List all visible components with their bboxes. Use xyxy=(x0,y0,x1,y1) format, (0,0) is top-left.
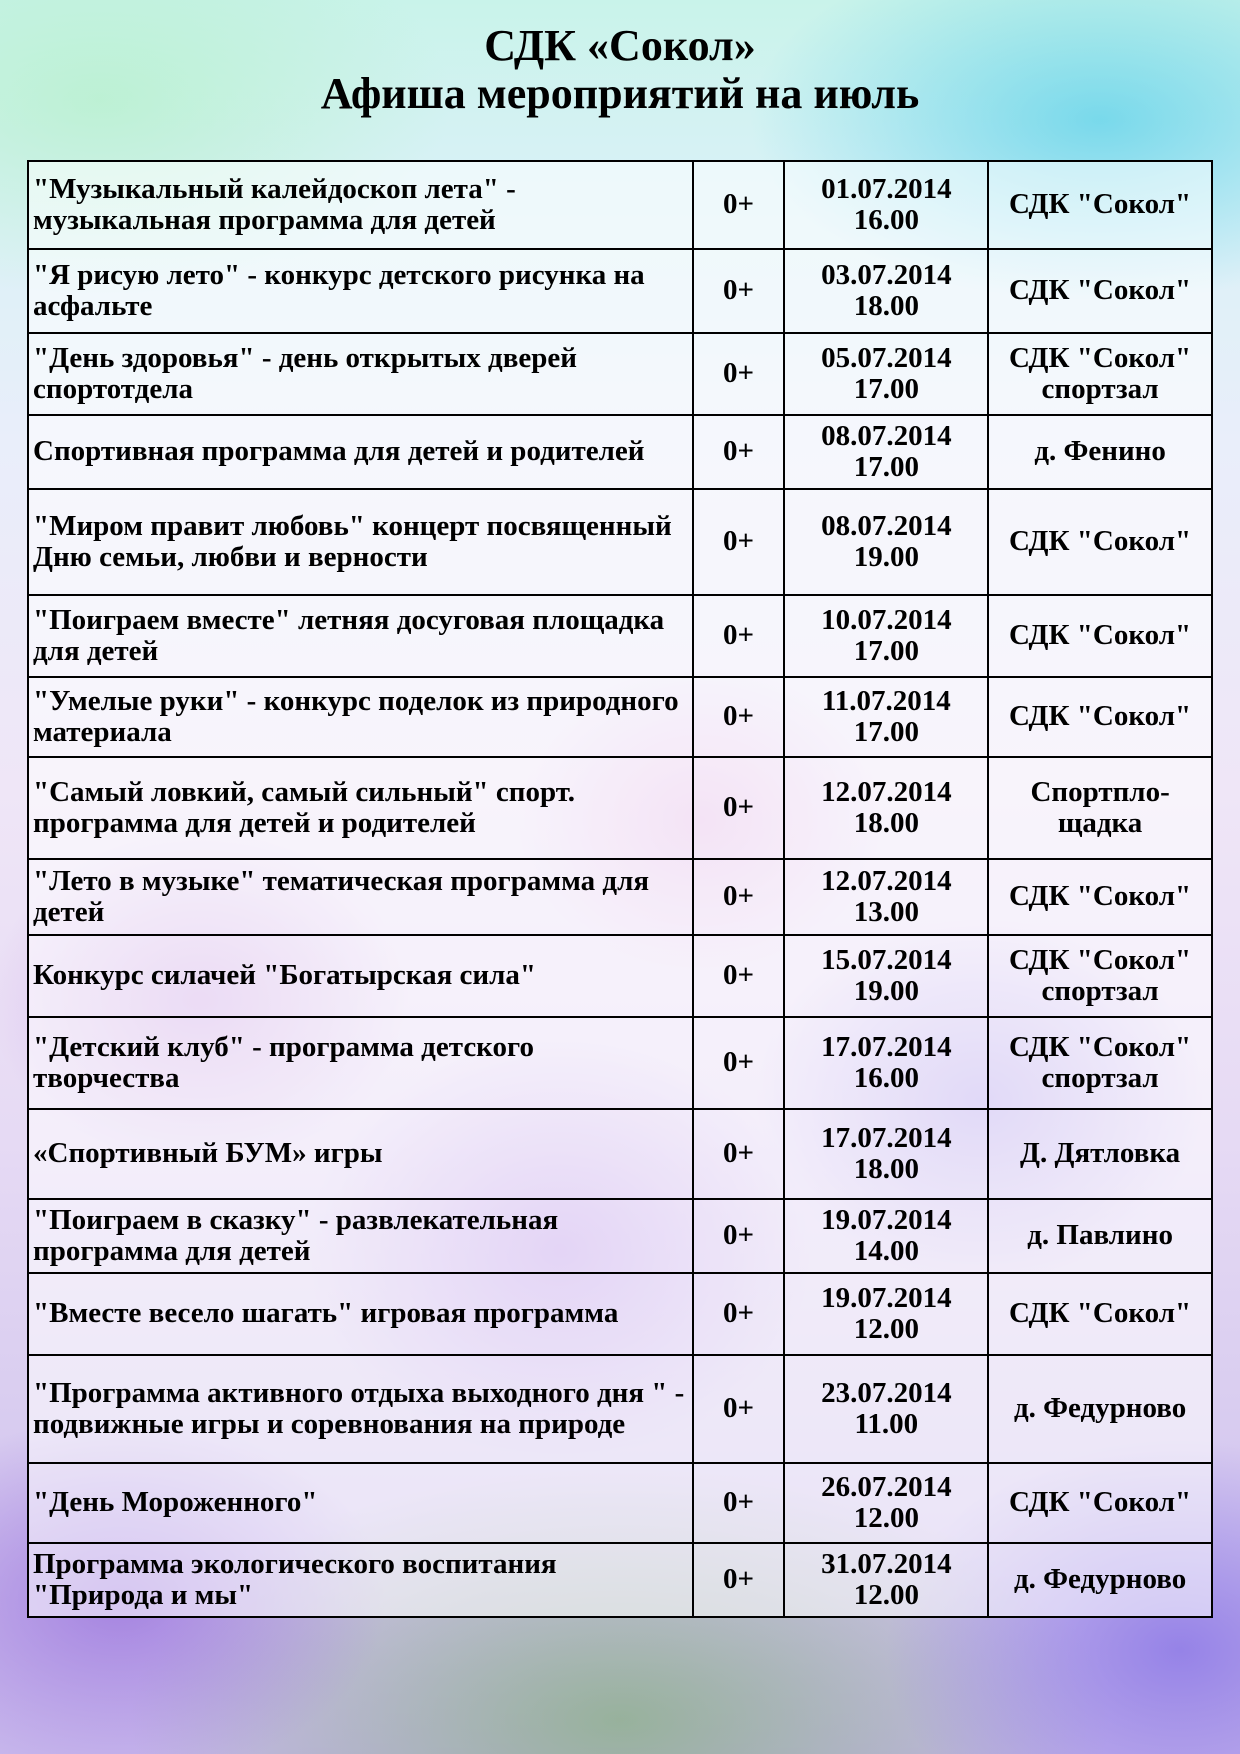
venue-cell xyxy=(988,677,1212,757)
venue-cell xyxy=(988,489,1212,595)
event-name-cell: "Лето в музыке" тематическая программа для детей xyxy=(28,859,693,935)
table-row xyxy=(28,757,1212,859)
venue-cell xyxy=(988,249,1212,333)
venue-cell xyxy=(988,161,1212,249)
venue-name: СДК "Сокол" xyxy=(1009,188,1192,221)
venue-cell xyxy=(988,1273,1212,1355)
venue-cell xyxy=(988,757,1212,859)
venue-cell xyxy=(988,595,1212,677)
event-date: 17.07.2014 xyxy=(821,1121,952,1154)
venue-name: Спортпло- xyxy=(1030,775,1170,808)
age-rating-cell: 0+ xyxy=(693,333,785,415)
date-time-cell xyxy=(784,1543,988,1617)
venue-name: СДК "Сокол" xyxy=(1009,1030,1192,1063)
date-time-cell xyxy=(784,1463,988,1543)
venue-cell xyxy=(988,333,1212,415)
venue-cell xyxy=(988,415,1212,489)
table-row xyxy=(28,1463,1212,1543)
event-name-cell: Спортивная программа для детей и родителей xyxy=(28,415,693,489)
venue-name: СДК "Сокол" xyxy=(1009,943,1192,976)
event-date: 26.07.2014 xyxy=(821,1470,952,1503)
table-row xyxy=(28,333,1212,415)
event-date: 11.07.2014 xyxy=(821,684,951,717)
event-date: 15.07.2014 xyxy=(821,943,952,976)
table-row xyxy=(28,1355,1212,1463)
event-name-cell: "Поиграем в сказку" - развлекательная программа для детей xyxy=(28,1199,693,1273)
event-date: 23.07.2014 xyxy=(821,1376,952,1409)
venue-detail: щадка xyxy=(1057,807,1143,839)
table-row xyxy=(28,1109,1212,1199)
table-row xyxy=(28,489,1212,595)
venue-cell xyxy=(988,1355,1212,1463)
age-rating-cell: 0+ xyxy=(693,249,785,333)
date-time-cell xyxy=(784,935,988,1017)
event-date: 01.07.2014 xyxy=(821,172,952,205)
date-time-cell xyxy=(784,249,988,333)
date-time-cell xyxy=(784,757,988,859)
event-time: 18.00 xyxy=(853,1153,919,1185)
event-date: 19.07.2014 xyxy=(821,1203,952,1236)
age-rating-cell: 0+ xyxy=(693,1463,785,1543)
date-time-cell xyxy=(784,1017,988,1109)
venue-cell xyxy=(988,859,1212,935)
event-time: 18.00 xyxy=(853,290,919,322)
date-time-cell xyxy=(784,489,988,595)
date-time-cell xyxy=(784,677,988,757)
age-rating-cell: 0+ xyxy=(693,1109,785,1199)
venue-name: СДК "Сокол" xyxy=(1009,1486,1192,1519)
age-rating-cell: 0+ xyxy=(693,859,785,935)
event-time: 11.00 xyxy=(854,1408,919,1440)
venue-name: СДК "Сокол" xyxy=(1009,880,1192,913)
venue-cell xyxy=(988,1199,1212,1273)
date-time-cell xyxy=(784,1199,988,1273)
event-date: 12.07.2014 xyxy=(821,775,952,808)
event-name-cell: "Я рисую лето" - конкурс детского рисунка на асфальте xyxy=(28,249,693,333)
event-time: 16.00 xyxy=(853,204,919,236)
event-time: 17.00 xyxy=(853,451,919,483)
event-name-cell: Программа экологического воспитания "Природа и мы" xyxy=(28,1543,693,1617)
event-time: 12.00 xyxy=(853,1502,919,1534)
date-time-cell xyxy=(784,1109,988,1199)
venue-name: СДК "Сокол" xyxy=(1009,274,1192,307)
venue-detail: спортзал xyxy=(1041,373,1159,405)
event-time: 17.00 xyxy=(853,716,919,748)
event-name-cell: "Детский клуб" - программа детского творчества xyxy=(28,1017,693,1109)
table-row xyxy=(28,1543,1212,1617)
date-time-cell xyxy=(784,161,988,249)
venue-cell xyxy=(988,1109,1212,1199)
age-rating-cell: 0+ xyxy=(693,1355,785,1463)
event-name-cell: "Вместе весело шагать" игровая программа xyxy=(28,1273,693,1355)
table-row xyxy=(28,935,1212,1017)
events-table xyxy=(27,160,1213,1618)
venue-name: СДК "Сокол" xyxy=(1009,341,1192,374)
age-rating-cell: 0+ xyxy=(693,935,785,1017)
page-title xyxy=(0,22,1240,119)
event-date: 19.07.2014 xyxy=(821,1281,952,1314)
table-row xyxy=(28,859,1212,935)
table-row xyxy=(28,1273,1212,1355)
age-rating-cell: 0+ xyxy=(693,161,785,249)
event-name-cell: "День Мороженного" xyxy=(28,1463,693,1543)
event-name-cell: "Самый ловкий, самый сильный" спорт. программа для детей и родителей xyxy=(28,757,693,859)
event-date: 05.07.2014 xyxy=(821,341,952,374)
event-name-cell: "Умелые руки" - конкурс поделок из природного материала xyxy=(28,677,693,757)
event-name-cell: "Поиграем вместе" летняя досуговая площадка для детей xyxy=(28,595,693,677)
event-name-cell: "Миром правит любовь" концерт посвященный Дню семьи, любви и верности xyxy=(28,489,693,595)
venue-name: д. Федурново xyxy=(1013,1563,1187,1596)
table-row xyxy=(28,1017,1212,1109)
event-name-cell: "Музыкальный калейдоскоп лета" - музыкальная программа для детей xyxy=(28,161,693,249)
event-time: 16.00 xyxy=(853,1062,919,1094)
age-rating-cell: 0+ xyxy=(693,1199,785,1273)
venue-name: СДК "Сокол" xyxy=(1009,619,1192,652)
event-date: 10.07.2014 xyxy=(821,603,952,636)
event-name-cell: "Программа активного отдыха выходного дня " - подвижные игры и соревнования на природе xyxy=(28,1355,693,1463)
date-time-cell xyxy=(784,1273,988,1355)
date-time-cell xyxy=(784,1355,988,1463)
venue-cell xyxy=(988,935,1212,1017)
event-time: 18.00 xyxy=(853,807,919,839)
age-rating-cell: 0+ xyxy=(693,415,785,489)
venue-detail: спортзал xyxy=(1041,1062,1159,1094)
age-rating-cell: 0+ xyxy=(693,489,785,595)
table-row xyxy=(28,595,1212,677)
title-line-2: Афиша мероприятий на июль xyxy=(320,69,920,119)
event-name-cell: "День здоровья" - день открытых дверей спортотдела xyxy=(28,333,693,415)
date-time-cell xyxy=(784,595,988,677)
event-date: 08.07.2014 xyxy=(821,509,952,542)
age-rating-cell: 0+ xyxy=(693,1273,785,1355)
venue-name: СДК "Сокол" xyxy=(1009,525,1192,558)
venue-name: СДК "Сокол" xyxy=(1009,700,1192,733)
event-time: 19.00 xyxy=(853,975,919,1007)
venue-name: д. Фенино xyxy=(1034,435,1166,468)
date-time-cell xyxy=(784,859,988,935)
date-time-cell xyxy=(784,415,988,489)
venue-name: СДК "Сокол" xyxy=(1009,1297,1192,1330)
event-name-cell: Конкурс силачей "Богатырская сила" xyxy=(28,935,693,1017)
title-line-1: СДК «Сокол» xyxy=(484,21,756,70)
event-date: 17.07.2014 xyxy=(821,1030,952,1063)
event-time: 19.00 xyxy=(853,541,919,573)
table-row xyxy=(28,677,1212,757)
table-row xyxy=(28,415,1212,489)
event-time: 12.00 xyxy=(853,1579,919,1611)
event-time: 13.00 xyxy=(853,896,919,928)
venue-name: д. Павлино xyxy=(1027,1219,1173,1252)
table-row xyxy=(28,161,1212,249)
event-date: 31.07.2014 xyxy=(821,1547,952,1580)
venue-name: Д. Дятловка xyxy=(1020,1137,1181,1170)
event-time: 17.00 xyxy=(853,635,919,667)
table-row xyxy=(28,1199,1212,1273)
events-table-body xyxy=(28,161,1212,1617)
event-time: 14.00 xyxy=(853,1235,919,1267)
event-date: 03.07.2014 xyxy=(821,258,952,291)
age-rating-cell: 0+ xyxy=(693,677,785,757)
event-date: 08.07.2014 xyxy=(821,419,952,452)
table-row xyxy=(28,249,1212,333)
event-time: 12.00 xyxy=(853,1313,919,1345)
date-time-cell xyxy=(784,333,988,415)
event-name-cell: «Спортивный БУМ» игры xyxy=(28,1109,693,1199)
venue-name: д. Федурново xyxy=(1013,1392,1187,1425)
venue-cell xyxy=(988,1463,1212,1543)
age-rating-cell: 0+ xyxy=(693,757,785,859)
venue-cell xyxy=(988,1543,1212,1617)
age-rating-cell: 0+ xyxy=(693,1543,785,1617)
age-rating-cell: 0+ xyxy=(693,1017,785,1109)
event-date: 12.07.2014 xyxy=(821,864,952,897)
venue-cell xyxy=(988,1017,1212,1109)
age-rating-cell: 0+ xyxy=(693,595,785,677)
venue-detail: спортзал xyxy=(1041,975,1159,1007)
event-time: 17.00 xyxy=(853,373,919,405)
